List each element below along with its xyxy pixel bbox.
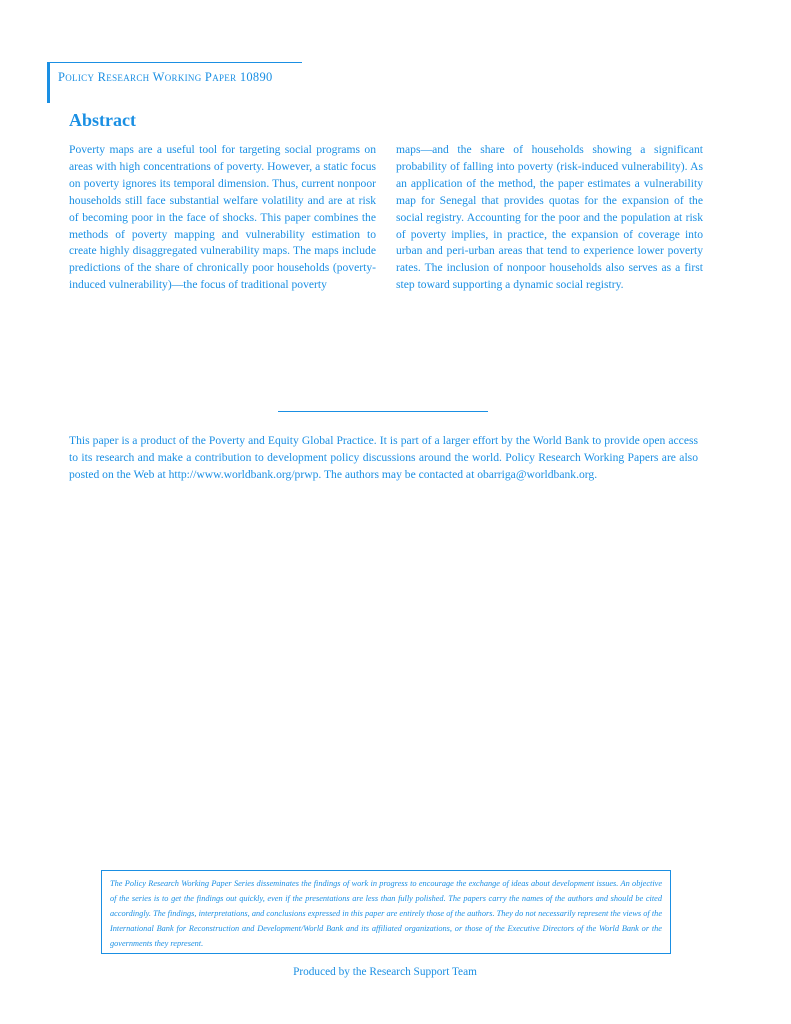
disclaimer-box	[101, 870, 671, 954]
abstract-paragraph-right: maps—and the share of households showing a significant probability of falling into poverty (risk-induced vulnerability). As an application of the method, the paper estimates a vulnerability map for Senegal that provides quotas for the expansion of the social registry. Accounting for the poor and the population at risk of poverty implies, in practice, the expansion of coverage into urban and peri-urban areas that tend to experience lower poverty rates. The inclusion of nonpoor households also serves as a first step toward supporting a dynamic social registry.	[396, 143, 703, 292]
abstract-heading: Abstract	[69, 110, 136, 130]
series-label: Policy Research Working Paper 10890	[58, 70, 273, 84]
footer-credit: Produced by the Research Support Team	[293, 966, 477, 978]
disclaimer-text: The Policy Research Working Paper Series disseminates the findings of work in progress to encourage the exchange of ideas about development issues. An objective of the series is to get the findings out quickly, even if the presentations are less than fully polished. The papers carry the names of the authors and should be cited accordingly. The findings, interpretations, and conclusions expressed in this paper are entirely those of the authors. They do not necessarily represent the views of the International Bank for Reconstruction and Development/World Bank and its affiliated organizations, or those of the Executive Directors of the World Bank or the governments they represent.	[110, 879, 662, 949]
abstract-paragraph-left: Poverty maps are a useful tool for targeting social programs on areas with high concentrations of poverty. However, a static focus on poverty ignores its temporal dimension. Thus, current nonpoor households still face substantial welfare volatility and are at risk of becoming poor in the face of shocks. This paper combines the methods of poverty mapping and vulnerability estimation to create highly disaggregated vulnerability maps. The maps include predictions of the share of chronically poor households (poverty-induced vulnerability)—the focus of traditional poverty	[69, 143, 376, 292]
product-note: This paper is a product of the Poverty and Equity Global Practice. It is part of a larger effort by the World Bank to provide open access to its research and make a contribution to development policy discussions around the world. Policy Research Working Papers are also posted on the Web at http://www.worldbank.org/prwp. The authors may be contacted at obarriga@worldbank.org.	[69, 434, 698, 482]
section-divider	[278, 411, 488, 412]
series-header	[47, 62, 302, 103]
